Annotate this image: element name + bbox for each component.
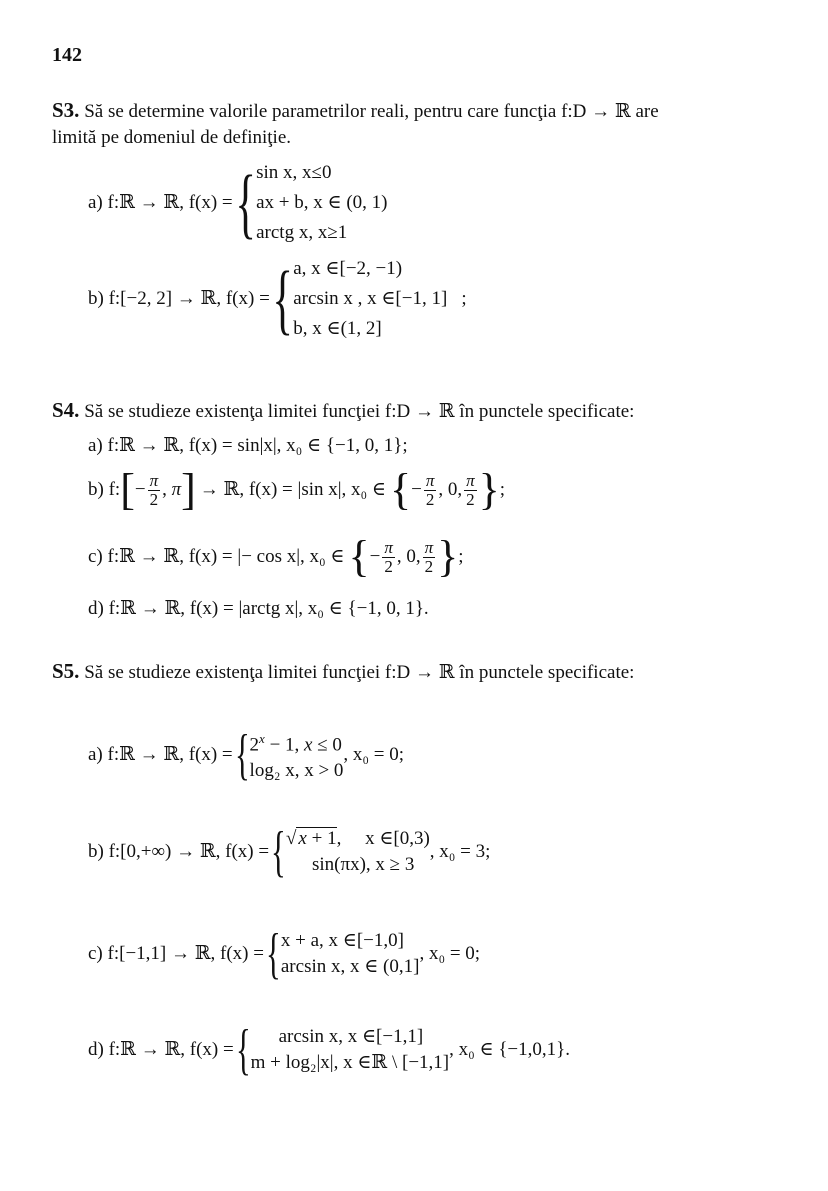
left-brace: { [235,1019,251,1081]
s4-b-mid: → ℝ, f(x) = |sin x|, x₀ ∈ [199,479,386,500]
fraction-pi-over-2: $\frac{\pi}{2}$ [149,470,159,509]
s4-b-prefix: b) f: [88,479,121,500]
left-brace: { [390,465,412,514]
s5-d-case-2: m + log₂|x|, x ∈ℝ \ [−1,1] [250,1052,450,1073]
s3-b-cases [293,254,447,344]
s4-item-a: a) f:ℝ → ℝ, f(x) = sin|x|, x₀ ∈ {−1, 0, 1}; [88,435,408,456]
right-brace: } [478,465,500,514]
s4-c-prefix: c) f:ℝ → ℝ, f(x) = |− cos x|, x₀ ∈ [88,546,345,567]
s5-a-cases [250,726,344,784]
left-bracket: [ [120,465,135,514]
left-brace: { [271,821,286,883]
s3-label: S3. [52,98,80,122]
fraction-pi-over-2: $\frac{\pi}{2}$ [425,470,435,509]
s5-c-case-1: x + a, x ∈[−1,0] [280,930,404,951]
s5-b-suffix: , x₀ = 3; [429,841,491,862]
s3-b-prefix: b) f:[−2, 2] → ℝ, f(x) = [88,288,270,309]
s5-b-prefix: b) f:[0,+∞) → ℝ, f(x) = [88,841,270,862]
s5-d-cases [251,1024,450,1076]
s5-c-case-2: arcsin x, x ∈ (0,1] [280,956,420,977]
s3-item-a [88,158,387,248]
s4-text: Să se studieze existenţa limitei funcţiei f:D → ℝ în punctele specificate: [84,401,635,422]
s5-a-prefix: a) f:ℝ → ℝ, f(x) = [88,744,233,766]
s3-item-b [88,254,467,344]
left-brace: { [234,724,250,787]
s3-a-case-3: arctg x, x≥1 [256,222,348,243]
s4-b-suffix: ; [499,479,506,500]
s5-d-case-1: arcsin x, x ∈[−1,1] [278,1026,424,1047]
s3-a-case-2: ax + b, x ∈ (0, 1) [256,192,388,213]
fraction-pi-over-2: $\frac{\pi}{2}$ [384,537,393,576]
s4-item-b: b) f: [ − $\frac{\pi}{2}$ , π ] → ℝ, f(x) = |sin x|, x₀ ∈ { − $\frac{\pi}{2}$ , 0, $\frac{\pi}{2}$ } ; [88,465,506,514]
left-brace: { [266,923,281,985]
s5-statement [52,658,634,686]
s5-item-b [88,821,491,883]
right-brace: } [437,532,459,581]
s3-b-case-3: b, x ∈(1, 2] [293,318,382,339]
fraction-pi-over-2: $\frac{\pi}{2}$ [424,537,434,576]
fraction-pi-over-2: $\frac{\pi}{2}$ [466,470,475,509]
s5-a-case-1: $2^x - 1$, x ≤ 0 [249,731,342,756]
s5-item-c [88,923,481,985]
s5-b-case-1: √ x + 1, x ∈[0,3) [285,828,430,849]
s3-b-suffix: ; [461,288,467,309]
s4-c-suffix: ; [458,546,464,567]
s5-b-cases [286,826,430,878]
s5-b-case-1-cond: x ∈[0,3) [365,828,430,849]
s5-c-prefix: c) f:[−1,1] → ℝ, f(x) = [88,943,264,964]
s5-label: S5. [52,659,80,683]
s5-a-suffix: , x₀ = 0; [343,744,405,766]
s5-b-case-2: sin(πx), x ≥ 3 [311,854,415,875]
s4-statement [52,397,634,425]
s3-b-case-2: arcsin x , x ∈[−1, 1] [293,288,448,309]
s5-a-case-2: log₂ x, x > 0 [249,760,344,782]
s5-c-suffix: , x₀ = 0; [419,943,481,964]
s3-a-prefix: a) f:ℝ → ℝ, f(x) = [88,192,233,213]
s5-d-suffix: , x₀ ∈ {−1,0,1}. [449,1039,571,1060]
s4-item-c: c) f:ℝ → ℝ, f(x) = |− cos x|, x₀ ∈ { − $\frac{\pi}{2}$ , 0, $\frac{\pi}{2}$ } ; [88,532,464,581]
s3-text-line2: limită pe domeniul de definiţie. [52,127,292,148]
right-bracket: ] [181,465,196,514]
s3-a-case-1: sin x, x≤0 [256,162,332,183]
s3-text-line1: Să se determine valorile parametrilor reali, pentru care funcţia f:D → ℝ are [84,101,659,122]
s3-b-case-1: a, x ∈[−2, −1) [293,258,403,279]
s5-text: Să se studieze existenţa limitei funcţiei f:D → ℝ în punctele specificate: [84,662,635,683]
s5-d-prefix: d) f:ℝ → ℝ, f(x) = [88,1039,234,1060]
s4-label: S4. [52,398,80,422]
left-brace: { [272,255,293,342]
s4-item-d: d) f:ℝ → ℝ, f(x) = |arctg x|, x₀ ∈ {−1, 0, 1}. [88,598,429,619]
s5-c-cases [281,928,420,980]
s5-item-a [88,724,405,787]
s5-item-d [88,1019,571,1081]
page-number: 142 [52,44,82,66]
s3-a-cases [256,158,387,248]
left-brace: { [348,532,370,581]
s3-statement [52,97,659,151]
left-brace: { [235,159,256,246]
